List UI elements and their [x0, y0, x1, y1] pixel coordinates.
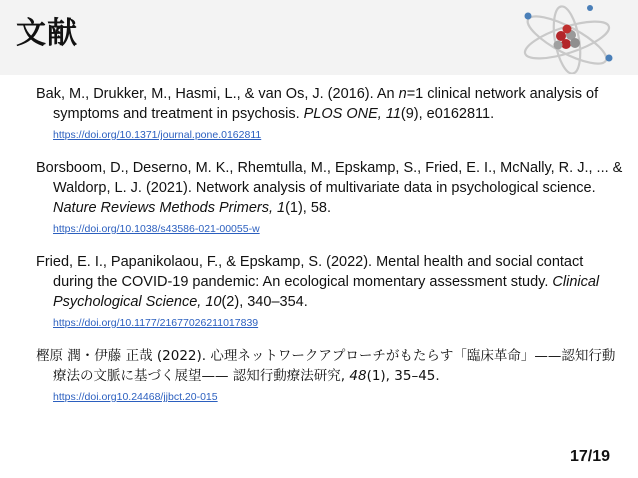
reference-journal: Clinical Psychological Science, 10 [53, 274, 600, 310]
reference-text [36, 252, 626, 312]
reference-body: Bak, M., Drukker, M., Hasmi, L., & van Os, J. (2016). An [36, 86, 399, 102]
reference-body: Borsboom, D., Deserno, M. K., Rhemtulla, M., Epskamp, S., Fried, E. I., McNally, R. J., ... & Waldorp, L. J. (2021). Network analysis of multivariate data in psychological science. [36, 160, 623, 196]
slide-title: 文献 [16, 16, 78, 51]
reference-issue: (1), 58. [285, 200, 332, 216]
atom-icon [516, 2, 618, 74]
reference-item [36, 158, 626, 235]
doi-link[interactable]: https://doi.org/10.1371/journal.pone.0162811 [53, 129, 262, 141]
reference-journal: PLOS ONE, 11 [303, 106, 401, 122]
reference-issue: (9), e0162811. [400, 106, 495, 122]
doi-link[interactable]: https://doi.org/10.1177/21677026211017839 [53, 317, 259, 329]
reference-italic-n: n [398, 86, 407, 102]
slide-header [0, 0, 638, 75]
reference-text [36, 84, 626, 124]
reference-journal: Nature Reviews Methods Primers, 1 [53, 200, 286, 216]
reference-text [36, 158, 626, 218]
doi-link[interactable]: https://doi.org/10.1038/s43586-021-00055-w [53, 223, 260, 235]
doi-link[interactable]: https://doi.org10.24468/jjbct.20-015 [53, 391, 218, 403]
reference-item [36, 84, 626, 141]
reference-body: 樫原 潤・伊藤 正哉 (2022). 心理ネットワークアプローチがもたらす「臨床革命」——認知行動療法の文脈に基づく展望—— 認知行動療法研究, [36, 348, 616, 384]
reference-journal: 48 [349, 368, 367, 384]
reference-text [36, 346, 626, 386]
reference-body: Fried, E. I., Papanikolaou, F., & Epskamp, S. (2022). Mental health and social contact during the COVID-19 pandemic: An ecological momentary assessment study. [36, 254, 584, 290]
reference-item [36, 252, 626, 329]
reference-item [36, 346, 626, 403]
reference-list [36, 84, 626, 420]
reference-body: =1 clinical network analysis of symptoms and treatment in psychosis. [53, 86, 599, 122]
reference-issue: (2), 340–354. [221, 294, 308, 310]
page-number: 17/19 [569, 448, 610, 465]
reference-issue: (1), 35–45. [366, 368, 440, 384]
